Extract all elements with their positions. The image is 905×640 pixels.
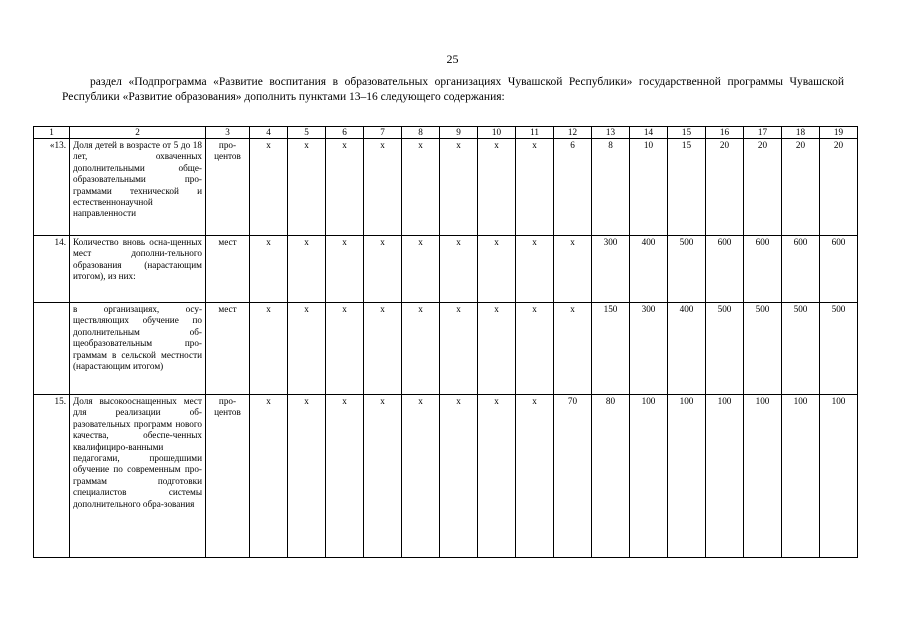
- unit-of-measure: про-центов: [206, 139, 250, 236]
- value-cell: х: [364, 395, 402, 558]
- value-cell: х: [516, 236, 554, 303]
- value-cell: х: [326, 236, 364, 303]
- value-cell: 100: [630, 395, 668, 558]
- column-header-4: 4: [250, 127, 288, 139]
- column-header-12: 12: [554, 127, 592, 139]
- value-cell: 20: [820, 139, 858, 236]
- value-cell: 500: [820, 303, 858, 395]
- column-header-15: 15: [668, 127, 706, 139]
- value-cell: х: [478, 303, 516, 395]
- table-row: [34, 236, 858, 303]
- value-cell: х: [326, 303, 364, 395]
- value-cell: х: [554, 236, 592, 303]
- value-cell: 100: [820, 395, 858, 558]
- value-cell: 400: [668, 303, 706, 395]
- indicator-name: Количество вновь осна-щенных мест дополни-тельного образования (нарастающим итогом), из них:: [70, 236, 206, 303]
- value-cell: 300: [592, 236, 630, 303]
- value-cell: х: [326, 139, 364, 236]
- value-cell: х: [516, 139, 554, 236]
- column-header-11: 11: [516, 127, 554, 139]
- value-cell: 15: [668, 139, 706, 236]
- value-cell: х: [364, 303, 402, 395]
- value-cell: 100: [744, 395, 782, 558]
- value-cell: х: [516, 395, 554, 558]
- value-cell: 10: [630, 139, 668, 236]
- value-cell: х: [250, 139, 288, 236]
- table-row: [34, 303, 858, 395]
- value-cell: х: [478, 395, 516, 558]
- value-cell: х: [516, 303, 554, 395]
- value-cell: 600: [820, 236, 858, 303]
- value-cell: 100: [668, 395, 706, 558]
- value-cell: х: [326, 395, 364, 558]
- value-cell: 100: [706, 395, 744, 558]
- indicator-name: в организациях, осу-ществляющих обучение по дополнительным об-щеобразовательным про-граммам в сельской местности (нарастающим итогом): [70, 303, 206, 395]
- column-header-7: 7: [364, 127, 402, 139]
- column-header-8: 8: [402, 127, 440, 139]
- value-cell: х: [478, 139, 516, 236]
- indicator-name: Доля высокооснащенных мест для реализации об-разовательных программ нового качества, обеспе-ченных квалифициро-ванными педагогами, прошедшими обучение по современным про-граммам подготовки специалистов системы дополнительного обра-зования: [70, 395, 206, 558]
- value-cell: 400: [630, 236, 668, 303]
- table-row: [34, 139, 858, 236]
- column-header-10: 10: [478, 127, 516, 139]
- value-cell: х: [402, 236, 440, 303]
- value-cell: х: [440, 303, 478, 395]
- column-header-14: 14: [630, 127, 668, 139]
- table-row: [34, 395, 858, 558]
- indicator-name: Доля детей в возрасте от 5 до 18 лет, охваченных дополнительными обще-образовательными про-граммами технической и естественнонаучной направленности: [70, 139, 206, 236]
- value-cell: х: [288, 395, 326, 558]
- value-cell: 150: [592, 303, 630, 395]
- value-cell: 8: [592, 139, 630, 236]
- value-cell: х: [402, 139, 440, 236]
- indicators-table: [33, 126, 858, 558]
- value-cell: х: [364, 139, 402, 236]
- value-cell: 500: [706, 303, 744, 395]
- value-cell: 6: [554, 139, 592, 236]
- column-header-16: 16: [706, 127, 744, 139]
- value-cell: 20: [782, 139, 820, 236]
- column-header-19: 19: [820, 127, 858, 139]
- row-number: 15.: [34, 395, 70, 558]
- value-cell: 600: [782, 236, 820, 303]
- value-cell: 20: [706, 139, 744, 236]
- value-cell: х: [288, 236, 326, 303]
- value-cell: х: [288, 303, 326, 395]
- value-cell: х: [402, 303, 440, 395]
- value-cell: 300: [630, 303, 668, 395]
- value-cell: х: [250, 395, 288, 558]
- row-number: 14.: [34, 236, 70, 303]
- column-header-9: 9: [440, 127, 478, 139]
- value-cell: х: [554, 303, 592, 395]
- row-number: «13.: [34, 139, 70, 236]
- value-cell: х: [478, 236, 516, 303]
- value-cell: 70: [554, 395, 592, 558]
- value-cell: х: [250, 236, 288, 303]
- column-header-2: 2: [70, 127, 206, 139]
- value-cell: х: [440, 236, 478, 303]
- value-cell: х: [440, 395, 478, 558]
- unit-of-measure: мест: [206, 303, 250, 395]
- column-header-5: 5: [288, 127, 326, 139]
- value-cell: 500: [744, 303, 782, 395]
- column-header-3: 3: [206, 127, 250, 139]
- row-number: [34, 303, 70, 395]
- column-header-1: 1: [34, 127, 70, 139]
- value-cell: х: [250, 303, 288, 395]
- column-header-13: 13: [592, 127, 630, 139]
- value-cell: 600: [706, 236, 744, 303]
- column-header-17: 17: [744, 127, 782, 139]
- value-cell: 500: [668, 236, 706, 303]
- value-cell: х: [402, 395, 440, 558]
- value-cell: х: [440, 139, 478, 236]
- value-cell: 600: [744, 236, 782, 303]
- unit-of-measure: про-центов: [206, 395, 250, 558]
- value-cell: 500: [782, 303, 820, 395]
- value-cell: х: [364, 236, 402, 303]
- value-cell: 80: [592, 395, 630, 558]
- intro-paragraph: раздел «Подпрограмма «Развитие воспитания в образовательных организациях Чувашской Республики» государственной программы Чувашской Республики «Развитие образования» дополнить пунктами 13–16 следующего содержания:: [62, 76, 844, 103]
- unit-of-measure: мест: [206, 236, 250, 303]
- page-number: 25: [446, 52, 459, 66]
- column-header-18: 18: [782, 127, 820, 139]
- value-cell: 100: [782, 395, 820, 558]
- value-cell: х: [288, 139, 326, 236]
- column-header-6: 6: [326, 127, 364, 139]
- table-header-row: [34, 127, 858, 139]
- value-cell: 20: [744, 139, 782, 236]
